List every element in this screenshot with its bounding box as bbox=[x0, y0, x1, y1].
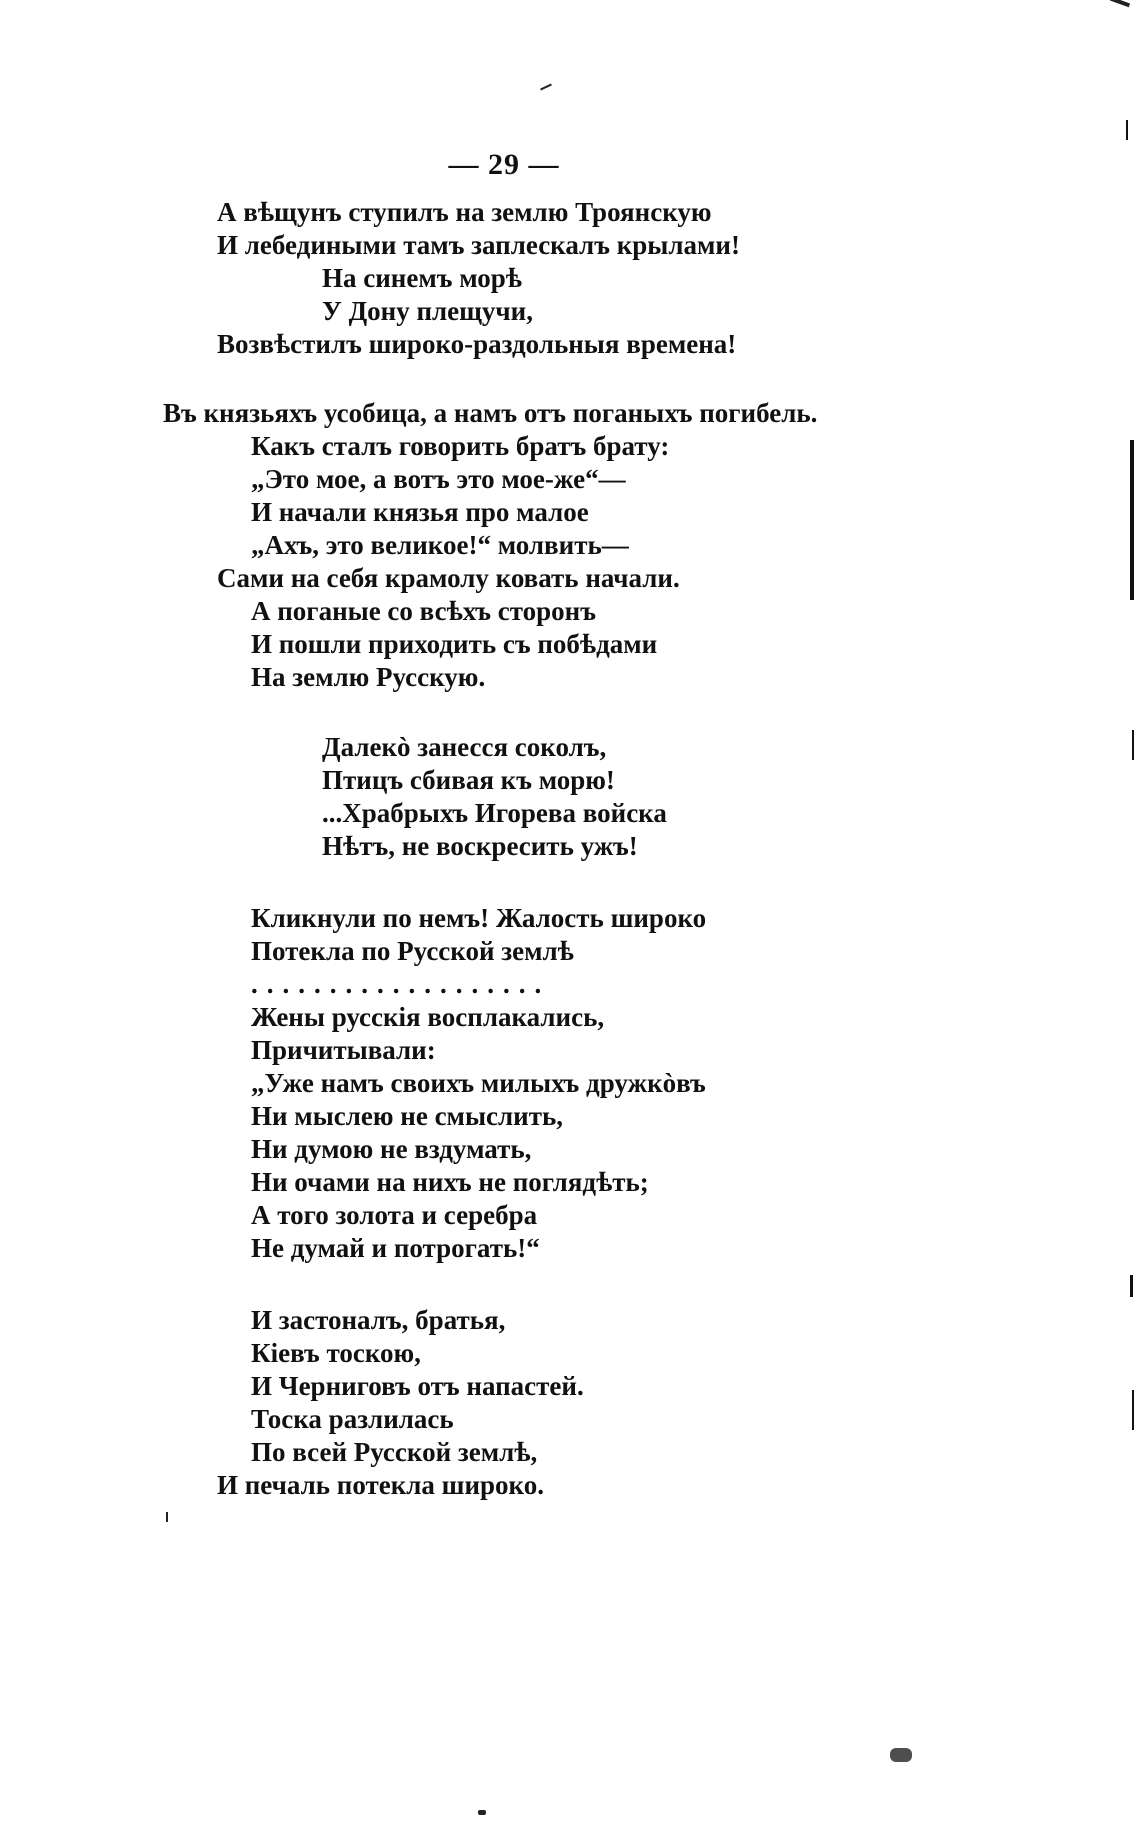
poem-line: Потекла по Русской землѣ bbox=[251, 936, 574, 966]
poem-line: И начали князья про малое bbox=[251, 497, 589, 527]
page-number: — 29 — bbox=[448, 148, 560, 181]
poem-line: „Ахъ, это великое!“ молвить— bbox=[251, 530, 629, 560]
poem-line: Кликнули по немъ! Жалость широко bbox=[251, 903, 707, 933]
scan-speck bbox=[166, 1512, 168, 1522]
page-edge-shadow bbox=[1130, 440, 1134, 600]
poem-line: Сами на себя крамолу ковать начали. bbox=[217, 563, 680, 593]
poem-line: Далекò занесся соколъ, bbox=[322, 732, 607, 762]
poem-line: Возвѣстилъ широко-раздольныя времена! bbox=[217, 329, 737, 359]
page-edge-mark bbox=[1132, 730, 1134, 760]
poem-line: По всей Русской землѣ, bbox=[251, 1437, 538, 1467]
poem-line: На землю Русскую. bbox=[251, 662, 486, 692]
poem-line: Причитывали: bbox=[251, 1035, 436, 1065]
ellipsis-line: ................... bbox=[251, 969, 551, 999]
page-edge-mark bbox=[1130, 1275, 1133, 1297]
poem-line: Тоска разлилась bbox=[251, 1404, 454, 1434]
scan-speck bbox=[1110, 0, 1130, 7]
poem-line: Въ князьяхъ усобица, а намъ отъ поганыхъ погибель. bbox=[163, 398, 818, 428]
poem-line: Птицъ сбивая къ морю! bbox=[322, 765, 615, 795]
poem-line: Ни мыслею не смыслить, bbox=[251, 1101, 564, 1131]
page-edge-mark bbox=[1132, 1390, 1134, 1430]
poem-line: ...Храбрыхъ Игорева войска bbox=[322, 798, 667, 828]
poem-line: „Уже намъ своихъ милыхъ дружкòвъ bbox=[251, 1068, 706, 1098]
poem-line: Нѣтъ, не воскресить ужъ! bbox=[322, 831, 638, 861]
poem-line: А того золота и серебра bbox=[251, 1200, 538, 1230]
poem-line: И Черниговъ отъ напастей. bbox=[251, 1371, 584, 1401]
poem-line: И лебедиными тамъ заплескалъ крылами! bbox=[217, 230, 740, 260]
poem-line: И пошли приходить съ побѣдами bbox=[251, 629, 658, 659]
poem-line: Кіевъ тоскою, bbox=[251, 1338, 421, 1368]
poem-line: Не думай и потрогать!“ bbox=[251, 1233, 540, 1263]
poem-line: Ни очами на нихъ не поглядѣть; bbox=[251, 1167, 649, 1197]
poem-line: Жены русскія восплакались, bbox=[251, 1002, 605, 1032]
scan-speck bbox=[478, 1810, 486, 1815]
poem-line: Какъ сталъ говорить братъ брату: bbox=[251, 431, 670, 461]
scan-speck bbox=[890, 1748, 912, 1762]
poem-line: „Это мое, а вотъ это мое-же“— bbox=[251, 464, 626, 494]
poem-line: Ни думою не вздумать, bbox=[251, 1134, 532, 1164]
scan-speck bbox=[540, 84, 552, 91]
poem-line: И печаль потекла широко. bbox=[217, 1470, 544, 1500]
poem-line: И застоналъ, братья, bbox=[251, 1305, 506, 1335]
poem-line: На синемъ морѣ bbox=[322, 263, 522, 293]
page-edge-mark bbox=[1126, 120, 1128, 140]
poem-line: А поганые со всѣхъ сторонъ bbox=[251, 596, 596, 626]
poem-line: У Дону плещучи, bbox=[322, 296, 533, 326]
poem-line: А вѣщунъ ступилъ на землю Троянскую bbox=[217, 197, 712, 227]
